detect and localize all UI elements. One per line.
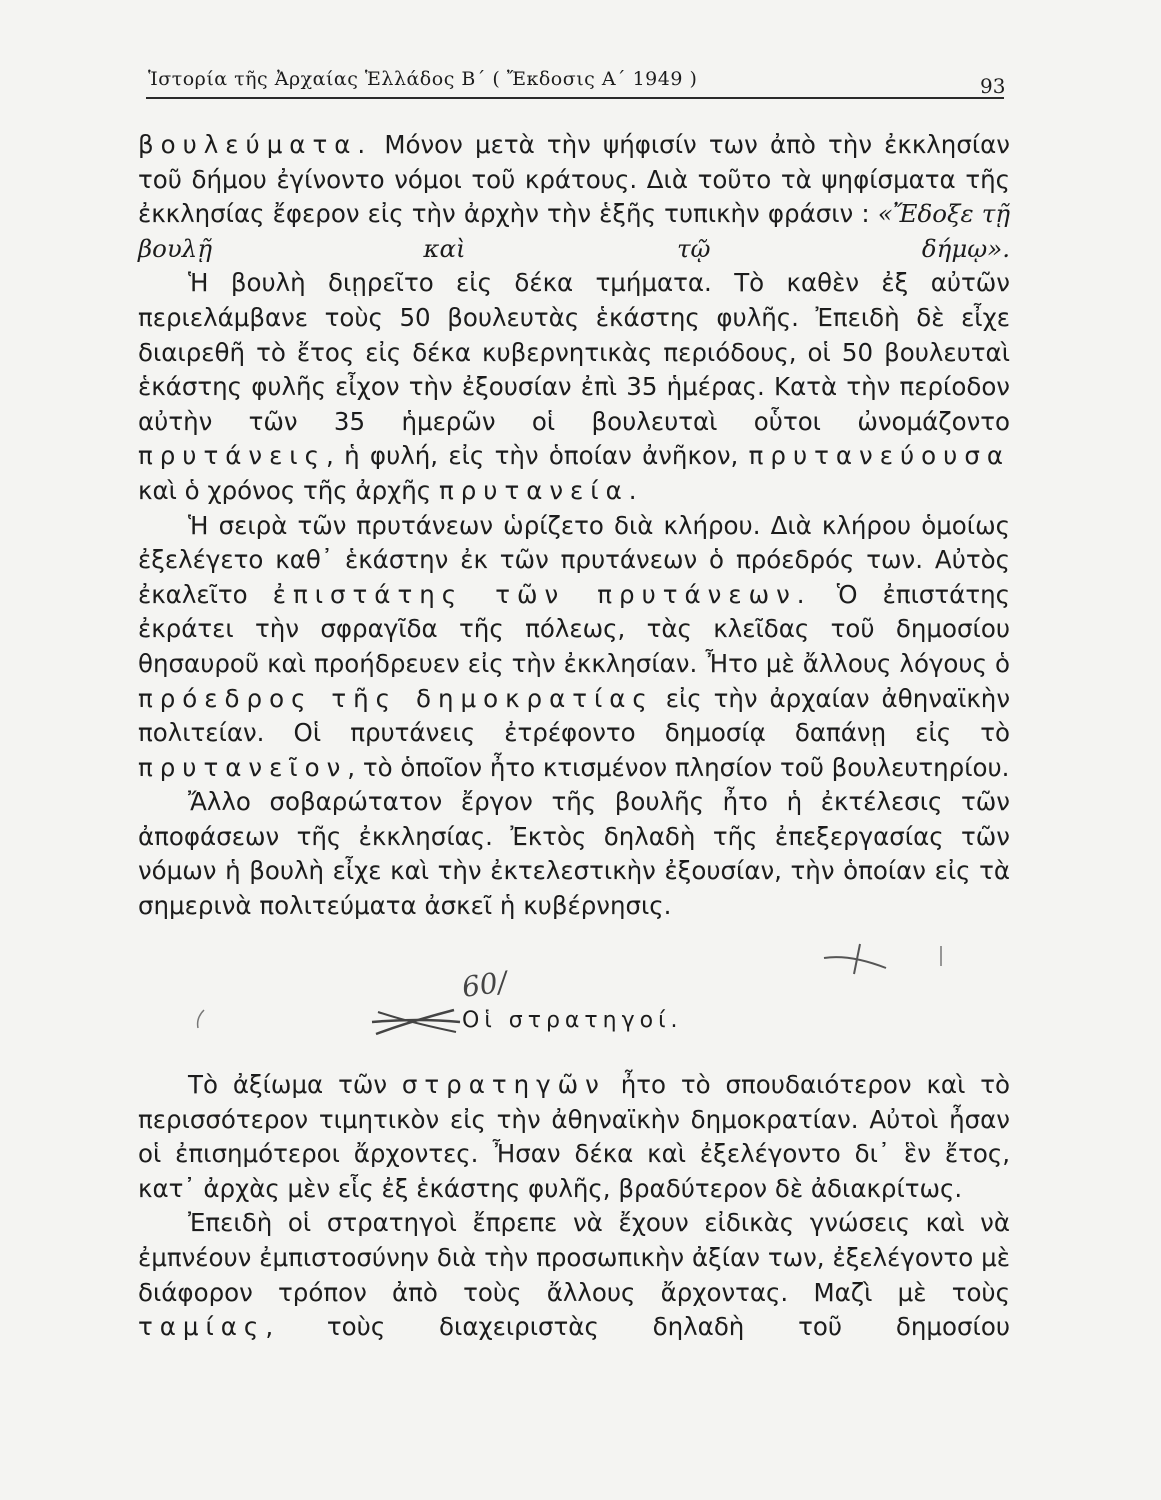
- italic-quote: «Ἔδοξε τῇ βουλῇ καὶ τῷ δήμῳ».: [138, 199, 1010, 263]
- spaced-term: πρόεδρος τῆς δημοκρατίας: [138, 683, 654, 713]
- pencil-tick: [936, 944, 946, 970]
- paragraph-1: βουλεύματα. Μόνον μετὰ τὴν ψήφισίν των ἀπὸ τὴν ἐκκλησίαν τοῦ δήμου ἐγίνοντο νόμοι τοῦ κράτους. Διὰ τοῦτο τὰ ψηφίσματα τῆς ἐκκλησίας ἔφερον εἰς τὴν ἀρχὴν τὴν ἑξῆς τυπικὴν φράσιν : «Ἔδοξε τῇ βουλῇ καὶ τῷ δήμῳ».: [138, 130, 1010, 263]
- spaced-term: πρυτανεία.: [438, 475, 644, 505]
- page-number: 93: [980, 74, 1006, 98]
- spaced-term: πρυτανεῖον: [138, 752, 348, 782]
- pencil-margin-stroke: [192, 1008, 208, 1032]
- pencil-cross-mark: [820, 938, 890, 978]
- paragraph-3: Ἡ σειρὰ τῶν πρυτάνεων ὡρίζετο διὰ κλήρου. Διὰ κλήρου ὁμοίως ἐξελέγετο καθ᾽ ἑκάστην ἐκ τῶν πρυτάνεων ὁ πρόεδρός των. Αὐτὸς ἐκαλεῖτο ἐπιστάτης τῶν πρυτάνεων. Ὁ ἐπιστάτης ἐκράτει τὴν σφραγῖδα τῆς πόλεως, τὰς κλεῖδας τοῦ δημοσίου θησαυροῦ καὶ προήδρευεν εἰς τὴν ἐκκλησίαν. Ἦτο μὲ ἄλλους λόγους ὁ πρόεδρος τῆς δημοκρατίας εἰς τὴν ἀρχαίαν ἀθηναϊκὴν πολιτείαν. Οἱ πρυτάνεις ἐτρέφοντο δημοσίᾳ δαπάνῃ εἰς τὸ πρυτανεῖον, τὸ ὁποῖον ἦτο κτισμένον πλησίον τοῦ βουλευτηρίου.: [138, 510, 1011, 782]
- pencil-margin-number: 60/: [459, 965, 510, 1004]
- spaced-term: βουλεύματα.: [138, 130, 373, 159]
- paragraph-6: Ἐπειδὴ οἱ στρατηγοὶ ἔπρεπε νὰ ἔχουν εἰδικὰς γνώσεις καὶ νὰ ἐμπνέουν ἐμπιστοσύνην διὰ τὴν προσωπικὴν ἀξίαν των, ἐξελέγοντο μὲ διάφορον τρόπον ἀπὸ τοὺς ἄλλους ἄρχοντας. Μαζὶ μὲ τοὺς ταμίας, τοὺς διαχειριστὰς δηλαδὴ τοῦ δημοσίου: [138, 1208, 1010, 1342]
- paragraph-5: Τὸ ἀξίωμα τῶν στρατηγῶν ἦτο τὸ σπουδαιότερον καὶ τὸ περισσότερον τιμητικὸν εἰς τὴν ἀθηναϊκὴν δημοκρατίαν. Αὐτοὶ ἦσαν οἱ ἐπισημότεροι ἄρχοντες. Ἦσαν δέκα καὶ ἐξελέγοντο δι᾽ ἓν ἔτος, κατ᾽ ἀρχὰς μὲν εἷς ἐξ ἑκάστης φυλῆς, βραδύτερον δὲ ἀδιακρίτως.: [138, 1070, 1010, 1203]
- paragraph-4: Ἄλλο σοβαρώτατον ἔργον τῆς βουλῆς ἦτο ἡ ἐκτέλεσις τῶν ἀποφάσεων τῆς ἐκκλησίας. Ἐκτὸς δηλαδὴ τῆς ἐπεξεργασίας τῶν νόμων ἡ βουλὴ εἶχε καὶ τὴν ἐκτελεστικὴν ἐξουσίαν, τὴν ὁποίαν εἰς τὰ σημερινὰ πολιτεύματα ἀσκεῖ ἡ κυβέρνησις.: [138, 787, 1010, 921]
- pencil-strike-mark: [368, 1004, 464, 1040]
- spaced-term: πρυτάνεις: [138, 441, 326, 471]
- header-rule: [146, 97, 1004, 99]
- section-strategoi: [138, 1068, 1010, 1345]
- section-boule: [138, 128, 1010, 924]
- spaced-term: ταμίας: [138, 1312, 266, 1342]
- spaced-term: πρυτανεύουσα: [748, 441, 1010, 471]
- section-heading: Οἱ στρατηγοί.: [462, 1008, 683, 1033]
- running-title: Ἱστορία τῆς Ἀρχαίας Ἑλλάδος Β΄ ( Ἔκδοσις Α΄ 1949 ): [148, 68, 698, 90]
- spaced-term: στρατηγῶν: [401, 1070, 606, 1099]
- paragraph-2: Ἡ βουλὴ διῃρεῖτο εἰς δέκα τμήματα. Τὸ καθὲν ἐξ αὐτῶν περιελάμβανε τοὺς 50 βουλευτὰς ἑκάστης φυλῆς. Ἐπειδὴ δὲ εἶχε διαιρεθῆ τὸ ἔτος εἰς δέκα κυβερνητικὰς περιόδους, οἱ 50 βουλευταὶ ἑκάστης φυλῆς εἶχον τὴν ἐξουσίαν ἐπὶ 35 ἡμέρας. Κατὰ τὴν περίοδον αὐτὴν τῶν 35 ἡμερῶν οἱ βουλευταὶ οὗτοι ὠνομάζοντο πρυτάνεις, ἡ φυλή, εἰς τὴν ὁποίαν ἀνῆκον, πρυτανεύουσα καὶ ὁ χρόνος τῆς ἀρχῆς πρυτανεία.: [138, 268, 1010, 505]
- spaced-term: ἐπιστάτης τῶν πρυτάνεων.: [272, 579, 812, 609]
